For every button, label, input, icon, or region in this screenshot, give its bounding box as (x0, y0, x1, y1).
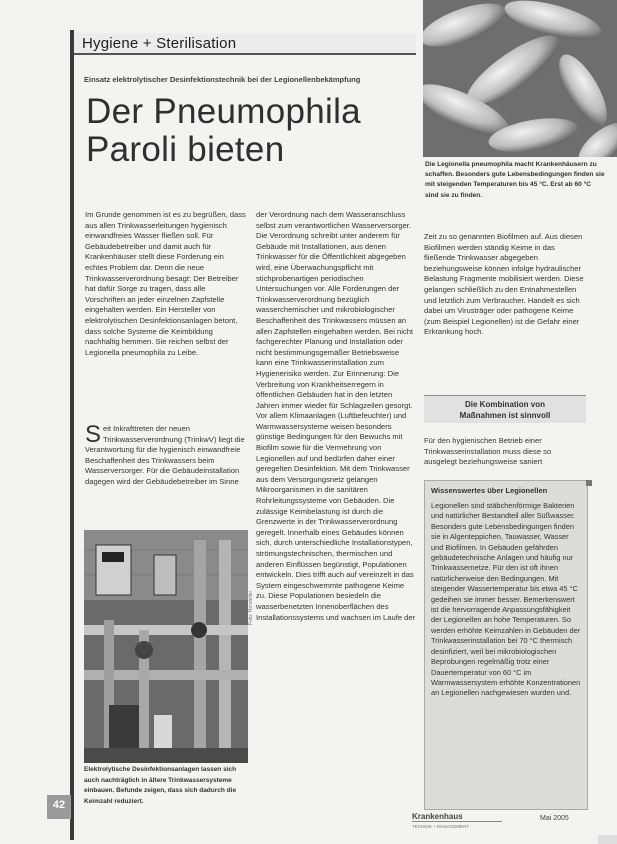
article-headline (86, 93, 406, 169)
subheading-box (424, 395, 586, 423)
intro-paragraph: Im Grunde genommen ist es zu begrüßen, dass aus allen Trinkwasserleitungen hygienisch einwandfreies Wasser fließen soll. Für Gebäudebetreiber und damit auch für Krankenhäuser stellt diese Forderung ein echtes Problem dar. Denn die neue Trinkwasserverordnung besagt: Der Betreiber hat dafür Sorge zu tragen, dass alle Vorschriften an jeder einzelnen Zapfstelle eingehalten werden. Ein Hersteller von elektrolytischen Desinfektionsanlagen betont, dass solche Systeme die Keimbildung nachhaltig hemmen. Sie reichen selbst der Legionella pneumophila zu Leibe. (85, 210, 246, 357)
column-3-after-box: Für den hygienischen Betrieb einer Trinkwasserinstallation muss diese so ausgelegt beziehungsweise saniert (424, 436, 552, 467)
section-header (74, 33, 416, 55)
magazine-logo: Krankenhaus (412, 812, 502, 822)
image-caption-top: Die Legionella pneumophila macht Krankenhäusern zu schaffen. Besonders gute Lebensbedingungen finden sie mit steigenden Temperaturen bis 45 °C. Erst ab 60 °C sind sie zu finden. (425, 161, 605, 199)
column-3-continued (424, 436, 586, 468)
photo-caption: Elektrolytische Desinfektionsanlagen lassen sich auch nachträglich in ältere Trinkwassersysteme einbauen. Befunde zeigen, dass sich dadurch die Keimzahl reduziert. (84, 766, 237, 805)
article-kicker: Einsatz elektrolytischer Desinfektionstechnik bei der Legionellenbekämpfung (84, 75, 361, 84)
section-title: Hygiene + Sterilisation (82, 35, 237, 52)
page-corner (598, 835, 617, 844)
body-paragraph (85, 421, 247, 488)
bacteria-micrograph-icon (423, 0, 617, 157)
subheading-line-2: Maßnahmen ist sinnvoll (459, 411, 551, 420)
column-3-text: Zeit zu so genannten Biofilmen auf. Aus diesen Biofilmen werden ständig Keime in das fließende Trinkwasser abgegeben beziehungsweise können infolge hydraulischer Belastung Fragmente mobilisiert werden. Diese gelangen schließlich zu den Entnahmestellen und letztlich zum Verbraucher. Handelt es sich dabei um Virusträger oder pathogene Keime (zum Beispiel Legionellen) ist die Gefahr einer Erkrankung hoch. (424, 232, 584, 337)
issue-date: Mai 2005 (540, 815, 569, 822)
page-number: 42 (52, 799, 66, 811)
info-box-text: Legionellen sind stäbchenförmige Bakterien und natürlicher Bestandteil aller Süßwasser. Besonders gute Lebensbedingungen finden sie in Algenteppichen, Tauwasser, Wasser und Biofilmen. In Gebäuden gefährden gebäudetechnische Anlagen und häufig nur Trinkwassernetze. Für den ist oft ihnen natürlicherweise den Bedingungen. Mit steigender Wassertemperatur bis etwa 45 °C gedeihen sie immer besser. Bemerkenswert ist die hervorragende Anpassungsfähigkeit der Legionellen an hohe Temperaturen. So werden erhöhte Keimzahlen in Gebäuden der Trinkwasserinstallation bei 70 °C thermisch desinfiziert, weil bei mikrobiologischen Beprobungen regelmäßig trotz einer Dauertemperatur von 60 °C im Warmwassersystem erhöhte Konzentrationen an Legionellen nachgewiesen wurden und. (431, 501, 581, 698)
desinfection-plant-photo-icon (84, 530, 248, 763)
column-2-text: der Verordnung nach dem Wasseranschluss selbst zum verantwortlichen Wasserversorger. Die Verordnung schreibt unter anderem für Gebäude mit Installationen, aus denen Trinkwasser für die Öffentlichkeit abgegeben wird, eine Überwachungspflicht mit stichprobenartigen periodischen Untersuchungen vor. Alle Forderungen der Trinkwasserverordnung bezüglich wasserchemischer und mikrobiologischer Beschaffenheit des Trinkwassers müssen an allen Zapfstellen eingehalten werden. Bei nicht fachgerechter Planung und Installation oder nicht bestimmungsgemäßer Betriebsweise kann eine Trinkwasserinstallation zum Hygienerisiko werden. Zur Erinnerung: Die Verbreitung von Krankheitserregern in öffentlichen Gebäuden hat in den letzten Jahren immer wieder für Schlagzeilen gesorgt. Vor allem Klimaanlagen (Luftbefeuchter) und Warmwassersysteme weisen besonders günstige Bedingungen für den Bewuchs mit Biofilm sowie für die Vermehrung von Legionellen auf und bedürfen daher einer geregelten Desinfektion. Mit dem Trinkwasser aus dem Versorgungsnetz gelangen Mikroorganismen in die sanitären Rohrleitungssysteme von Gebäuden. Die zulässige Keimbelastung ist durch die Grenzwerte in der Trinkwasserverordnung geregelt. Innerhalb eines Gebäudes können sich, durch unterschiedliche Installationstypen, strömungstechnischen, thermischen und anderen Einflüssen begünstigt, Populationen entwickeln. Dies trifft auch auf vereinzelt in das System eingeschwemmte pathogene Keime zu. Diese Populationen besiedeln die wasserbenetzten Innenoberflächen des Installationssystems und wachsen im Laufe der (256, 210, 416, 622)
headline-line-2: Paroli bieten (86, 130, 285, 169)
info-box-title: Wissenswertes über Legionellen (431, 486, 548, 495)
info-box-marker (586, 480, 592, 486)
left-margin-rule (70, 30, 74, 840)
photo-credit: Foto: Hersteller (248, 590, 254, 625)
drop-cap: S (85, 421, 102, 448)
column-3 (424, 232, 586, 338)
column-1-body (85, 421, 247, 488)
body-paragraph-text: eit Inkrafttreten der neuen Trinkwasserverordnung (TrinkwV) liegt die Verantwortung für die hygienisch einwandfreie Beschaffenheit des Trinkwassers beim Wasserversorger. Für die Gebäudeinstallation dagegen wird der Gebäudebetreiber im Sinne (85, 424, 245, 486)
subheading-line-1: Die Kombination von (465, 400, 545, 409)
headline-line-1: Der Pneumophila (86, 92, 361, 131)
info-box (424, 480, 588, 810)
column-2 (256, 210, 416, 623)
column-1-intro (85, 210, 247, 358)
magazine-logo-subtitle: TECHNIK + MANAGEMENT (412, 824, 470, 829)
